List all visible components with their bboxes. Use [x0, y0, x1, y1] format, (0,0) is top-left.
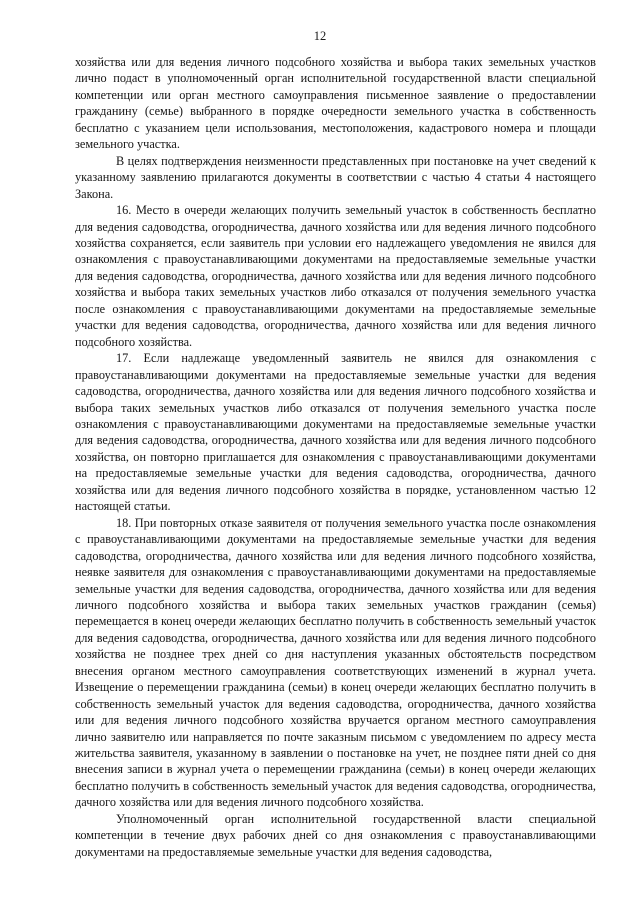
document-body	[75, 54, 596, 860]
page-number: 12	[313, 29, 327, 43]
paragraph-item-16: 16. Место в очереди желающих получить земельный участок в собственность бесплатно для ведения садоводства, огородничества, дачного хозяйства или для ведения личного подсобного хозяйства сохраняется, если заявитель при условии его надлежащего уведомления не явился для ознакомления с правоустанавливающими документами на предоставляемые земельные участки для ведения садоводства, огородничества, дачного хозяйства или для ведения личного подсобного хозяйства и выбора таких земельных участков либо отказался от получения земельного участка после ознакомления с правоустанавливающими документами на предоставляемые земельные участки для ведения садоводства, огородничества, дачного хозяйства или для ведения личного подсобного хозяйства.	[75, 203, 596, 349]
paragraph-item-18: 18. При повторных отказе заявителя от получения земельного участка после ознакомления с правоустанавливающими документами на предоставляемые земельные участки для ведения садоводства, огородничества, дачного хозяйства или для ведения личного подсобного хозяйства, неявке заявителя для ознакомления с правоустанавливающими документами на предоставляемые земельные участки для ведения садоводства, огородничества, дачного хозяйства или для ведения личного подсобного хозяйства и выбора таких земельных участков гражданин (семья) перемещается в конец очереди желающих бесплатно получить в собственность земельный участок для ведения садоводства, огородничества, дачного хозяйства или для ведения личного подсобного хозяйства не позднее трех дней со дня наступления указанных обстоятельств посредством внесения органом местного самоуправления соответствующих изменений в журнал учета. Извещение о перемещении гражданина (семьи) в конец очереди желающих бесплатно получить в собственность земельный участок для ведения садоводства, огородничества, дачного хозяйства или для ведения личного подсобного хозяйства вручается органом местного самоуправления лично заявителю или направляется по почте заказным письмом с уведомлением по адресу места жительства заявителя, указанному в заявлении о постановке на учет, не позднее пяти дней со дня внесения записи в журнал учета о перемещении гражданина (семьи) в конец очереди желающих бесплатно получить в собственность земельный участок для ведения садоводства, огородничества, дачного хозяйства или для ведения личного подсобного хозяйства.	[75, 515, 596, 810]
paragraph-confirmation-docs: В целях подтверждения неизменности представленных при постановке на учет сведений к указанному заявлению прилагаются документы в соответствии с частью 4 статьи 4 настоящего Закона.	[75, 153, 596, 201]
paragraph-authorized-body: Уполномоченный орган исполнительной государственной власти специальной компетенции в течение двух рабочих дней со дня ознакомления с правоустанавливающими документами на предоставляемые земельные участки для ведения садоводства,	[75, 811, 596, 859]
paragraph-item-17: 17. Если надлежаще уведомленный заявитель не явился для ознакомления с правоустанавливающими документами на предоставляемые земельные участки для ведения садоводства, огородничества, дачного хозяйства или для ведения личного подсобного хозяйства и выбора таких земельных участков либо отказался от получения земельного участка после ознакомления с правоустанавливающими документами на предоставляемые земельные участки для ведения садоводства, огородничества, дачного хозяйства или для ведения личного подсобного хозяйства, он повторно приглашается для ознакомления с правоустанавливающими документами на предоставляемые земельные участки для ведения садоводства, огородничества, дачного хозяйства или для ведения личного подсобного хозяйства в порядке, установленном частью 12 настоящей статьи.	[75, 351, 596, 514]
paragraph-continuation: хозяйства или для ведения личного подсобного хозяйства и выбора таких земельных участков лично подаст в уполномоченный орган исполнительной государственной власти специальной компетенции или орган местного самоуправления письменное заявление о предоставлении гражданину (семье) выбранного в порядке очередности земельного участка в собственность бесплатно с указанием цели использования, местоположения, кадастрового номера и площади земельного участка.	[75, 55, 596, 152]
